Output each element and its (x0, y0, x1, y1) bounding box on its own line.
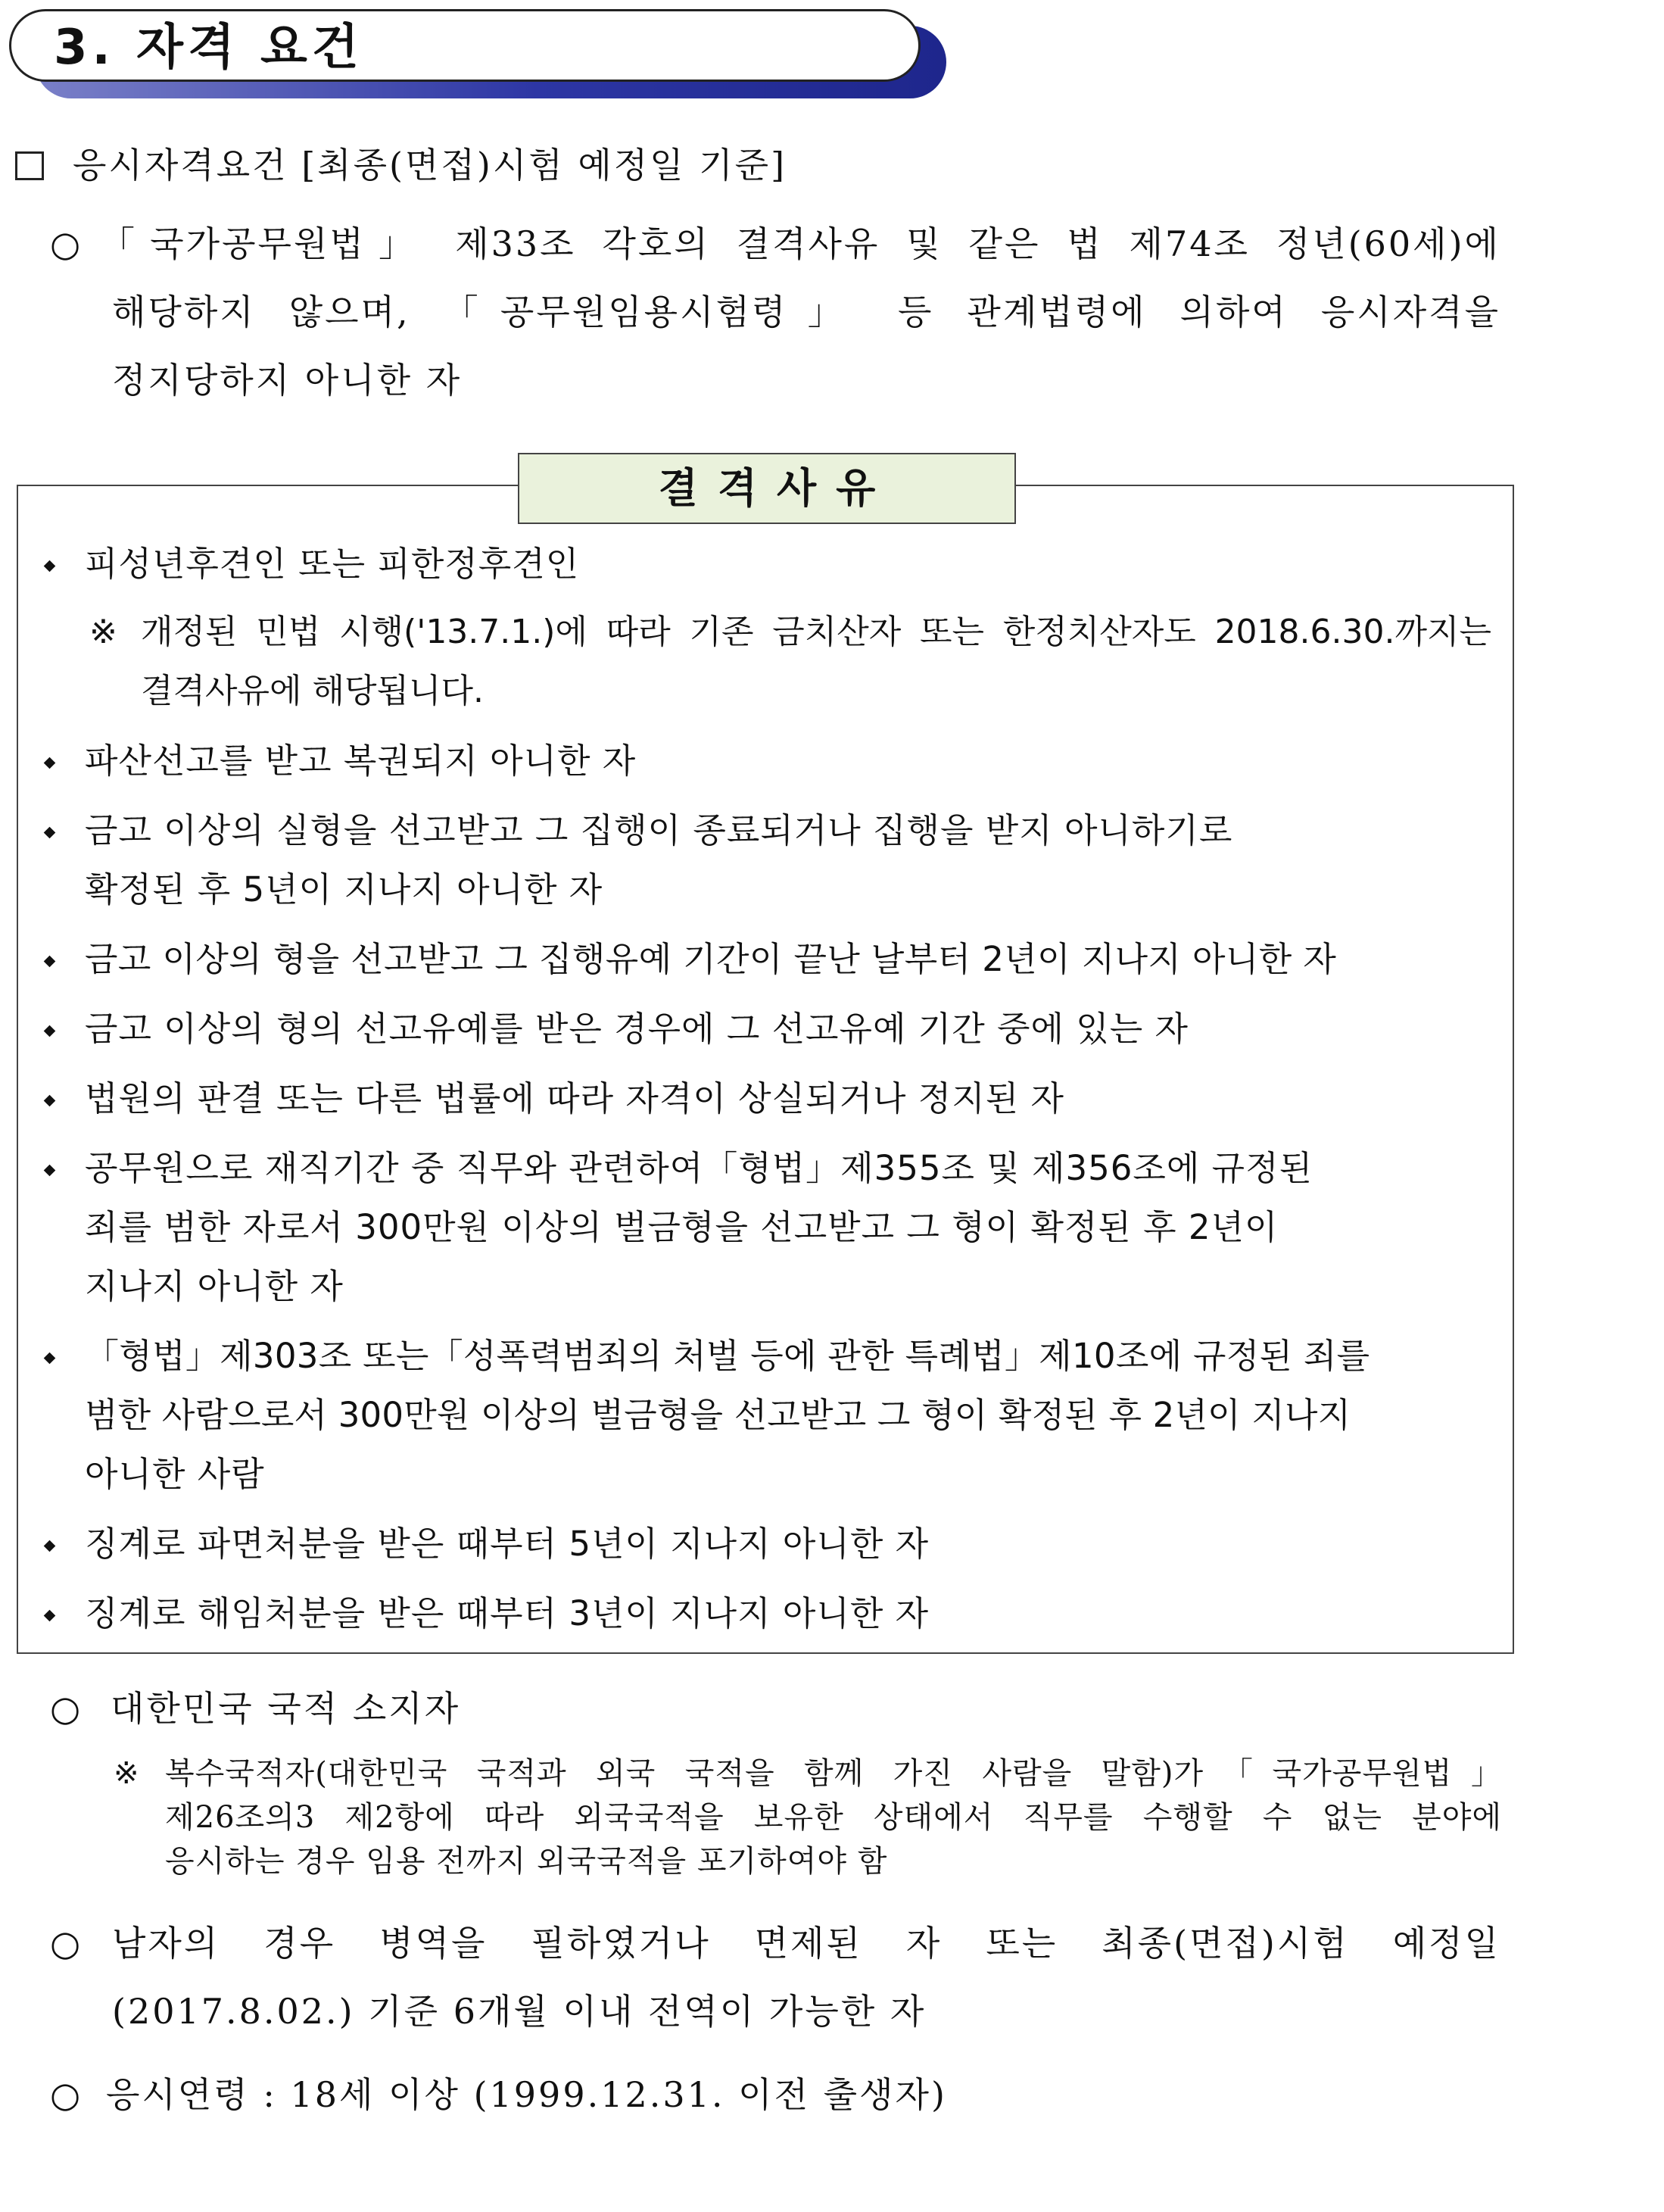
eligibility-item-line: 「국가공무원법」 제33조 각호의 결격사유 및 같은 법 제74조 정년(60세)에 (100, 223, 1500, 264)
nationality-note-line: 응시하는 경우 임용 전까지 외국국적을 포기하여야 함 (165, 1844, 888, 1879)
disqualification-item: 금고 이상의 형의 선고유예를 받은 경우에 그 선고유예 기간 중에 있는 자 (85, 1009, 1189, 1049)
nationality-note-line: 복수국적자(대한민국 국적과 외국 국적을 함께 가진 사람을 말함)가「국가공무원법」 (165, 1756, 1502, 1791)
disqualification-item-cont: 지나지 아니한 자 (85, 1266, 344, 1306)
disqualification-item: 징계로 파면처분을 받은 때부터 5년이 지나지 아니한 자 (85, 1524, 930, 1564)
eligibility-item-line: 해당하지 않으며, 「공무원임용시험령」 등 관계법령에 의하여 응시자격을 (112, 292, 1500, 332)
disqualification-item: 공무원으로 재직기간 중 직무와 관련하여「형법」제355조 및 제356조에 규정된 (85, 1148, 1313, 1188)
circle-bullet-icon: ○ (50, 1688, 83, 1729)
disqualification-item: 징계로 해임처분을 받은 때부터 3년이 지나지 아니한 자 (85, 1593, 930, 1633)
disqualification-item: 피성년후견인 또는 피한정후견인 (85, 544, 580, 584)
circle-bullet-icon: ○ (50, 2074, 83, 2115)
circle-bullet-icon: ○ (50, 223, 83, 264)
section-title: 3. 자격 요건 (54, 20, 363, 76)
nationality-note-line: 제26조의3 제2항에 따라 외국국적을 보유한 상태에서 직무를 수행할 수 없는 분야에 (165, 1800, 1502, 1835)
disqualification-item: 「형법」제303조 또는「성폭력범죄의 처벌 등에 관한 특례법」제10조에 규정된 죄를 (85, 1336, 1370, 1376)
disqualification-item: 법원의 판결 또는 다른 법률에 따라 자격이 상실되거나 정지된 자 (85, 1078, 1064, 1118)
disqualification-note-line: 개정된 민법 시행('13.7.1.)에 따라 기존 금치산자 또는 한정치산자도 2018.6.30.까지는 (141, 613, 1491, 651)
disqualification-item: 금고 이상의 실형을 선고받고 그 집행이 종료되거나 집행을 받지 아니하기로 (85, 810, 1233, 850)
eligibility-item-line: 정지당하지 아니한 자 (112, 360, 463, 401)
disqualification-note-line: 결격사유에 해당됩니다. (141, 672, 485, 710)
checkbox-square-icon (15, 151, 44, 180)
military-line: (2017.8.02.) 기준 6개월 이내 전역이 가능한 자 (112, 1991, 927, 2032)
military-line: 남자의 경우 병역을 필하였거나 면제된 자 또는 최종(면접)시험 예정일 (112, 1923, 1500, 1964)
disqualification-item-cont: 범한 사람으로서 300만원 이상의 벌금형을 선고받고 그 형이 확정된 후 2년이 지나지 (85, 1395, 1351, 1435)
disqualification-item-cont: 확정된 후 5년이 지나지 아니한 자 (85, 869, 603, 909)
note-mark: ※ (114, 1756, 140, 1791)
disqualification-item-cont: 죄를 범한 자로서 300만원 이상의 벌금형을 선고받고 그 형이 확정된 후 2년이 (85, 1207, 1279, 1247)
note-mark: ※ (89, 613, 118, 651)
disqualification-item: 파산선고를 받고 복권되지 아니한 자 (85, 741, 637, 781)
section-title-banner (9, 9, 948, 98)
title-banner-pill (9, 9, 921, 82)
eligibility-heading: 응시자격요건 [최종(면접)시험 예정일 기준] (73, 145, 787, 186)
age-requirement: 응시연령 : 18세 이상 (1999.12.31. 이전 출생자) (106, 2074, 947, 2115)
nationality-text: 대한민국 국적 소지자 (111, 1688, 461, 1729)
disqualification-header: 결격사유 (518, 453, 1016, 524)
circle-bullet-icon: ○ (50, 1923, 83, 1964)
disqualification-item: 금고 이상의 형을 선고받고 그 집행유예 기간이 끝난 날부터 2년이 지나지 아니한 자 (85, 939, 1337, 979)
disqualification-item-cont: 아니한 사람 (85, 1454, 265, 1494)
